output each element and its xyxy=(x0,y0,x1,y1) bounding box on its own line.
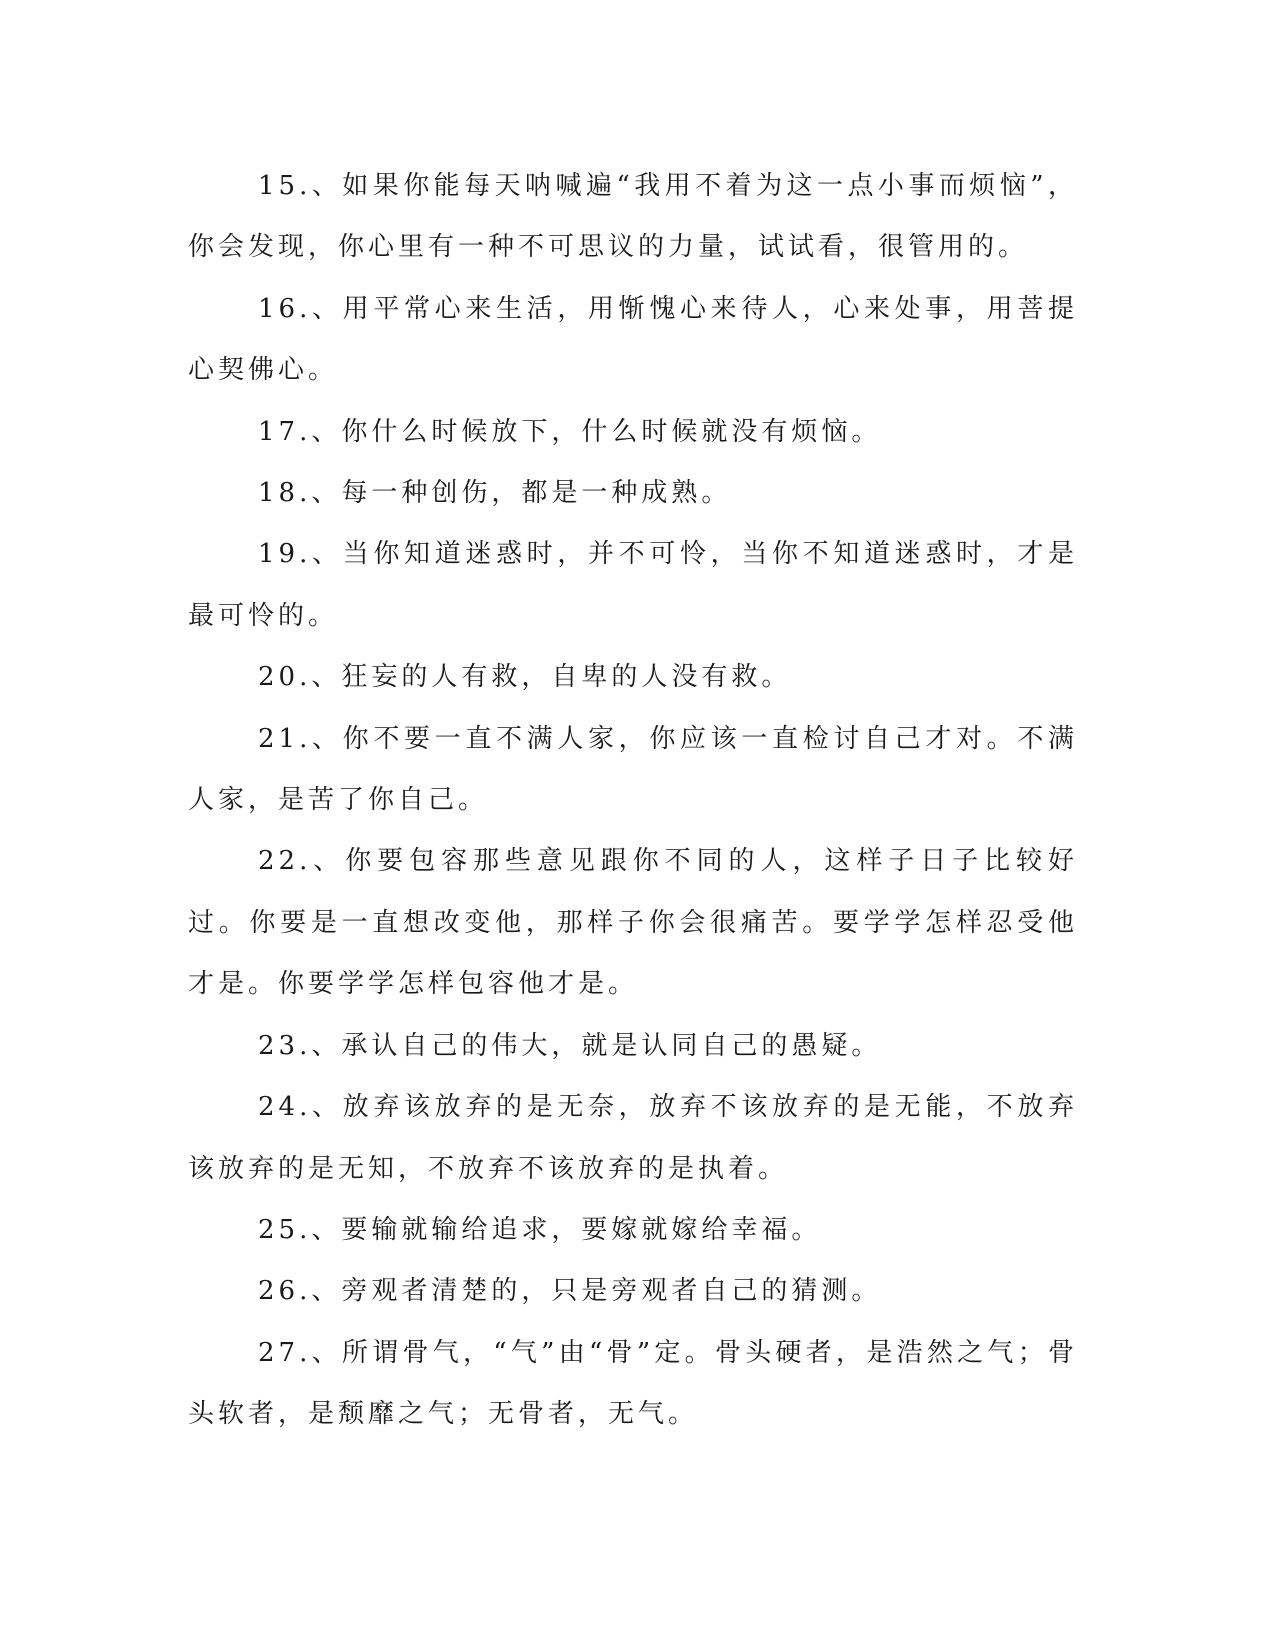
paragraph-19: 19.、当你知道迷惑时，并不可怜，当你不知道迷惑时，才是最可怜的。 xyxy=(188,539,1078,631)
paragraph-17: 17.、你什么时候放下，什么时候就没有烦恼。 xyxy=(258,416,882,447)
paragraph-25: 25.、要输就输给追求，要嫁就嫁给幸福。 xyxy=(258,1214,822,1245)
paragraph-21: 21.、你不要一直不满人家，你应该一直检讨自己才对。不满人家，是苦了你自己。 xyxy=(188,723,1078,816)
paragraph-18: 18.、每一种创伤，都是一种成熟。 xyxy=(258,478,732,509)
paragraph-20: 20.、狂妄的人有救，自卑的人没有救。 xyxy=(258,662,792,693)
paragraph-26: 26.、旁观者清楚的，只是旁观者自己的猜测。 xyxy=(258,1276,882,1307)
paragraph-23: 23.、承认自己的伟大，就是认同自己的愚疑。 xyxy=(258,1030,882,1061)
paragraph-15: 15.、如果你能每天呐喊遍“我用不着为这一点小事而烦恼”，你会发现，你心里有一种不可思议的力量，试试看，很管用的。 xyxy=(188,171,1078,263)
paragraph-24: 24.、放弃该放弃的是无奈，放弃不该放弃的是无能，不放弃该放弃的是无知，不放弃不该放弃的是执着。 xyxy=(188,1092,1078,1184)
paragraph-22: 22.、你要包容那些意见跟你不同的人，这样子日子比较好过。你要是一直想改变他，那样子你会很痛苦。要学学怎样忍受他才是。你要学学怎样包容他才是。 xyxy=(188,846,1078,1000)
paragraph-27: 27.、所谓骨气，“气”由“骨”定。骨头硬者，是浩然之气；骨头软者，是颓靡之气；无骨者，无气。 xyxy=(188,1337,1078,1430)
paragraph-16: 16.、用平常心来生活，用惭愧心来待人，心来处事，用菩提心契佛心。 xyxy=(188,293,1078,386)
document-body xyxy=(188,156,1078,1446)
